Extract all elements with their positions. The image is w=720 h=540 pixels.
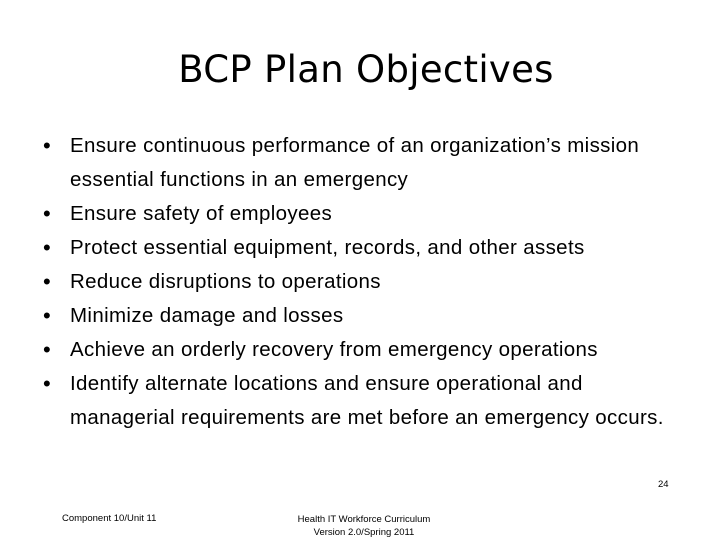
- bullet-item: [0, 299, 680, 333]
- bullet-icon: •: [43, 337, 52, 362]
- bullet-icon: •: [43, 269, 52, 294]
- bullet-item: [0, 333, 680, 367]
- bullet-icon: •: [43, 371, 52, 396]
- bullet-text: Achieve an orderly recovery from emergency operations: [70, 338, 598, 361]
- bullet-icon: •: [43, 303, 52, 328]
- bullet-text: Ensure continuous performance of an organization’s mission essential functions in an emergency: [70, 134, 640, 191]
- bullet-item: [0, 197, 680, 231]
- bullet-icon: •: [43, 133, 52, 158]
- bullet-icon: •: [43, 235, 52, 260]
- bullet-text: Minimize damage and losses: [70, 304, 344, 327]
- bullet-item: [0, 231, 680, 265]
- footer-curriculum-label: [264, 513, 464, 539]
- bullet-list: [0, 129, 720, 435]
- bullet-text: Identify alternate locations and ensure operational and managerial requirements are met before an emergency occurs.: [70, 372, 664, 429]
- bullet-item: [0, 265, 680, 299]
- bullet-item: [0, 367, 680, 435]
- bullet-text: Reduce disruptions to operations: [70, 270, 381, 293]
- slide-title: BCP Plan Objectives: [178, 48, 554, 91]
- page-number: 24: [658, 479, 669, 490]
- footer-curriculum-version: Version 2.0/Spring 2011: [313, 527, 415, 538]
- footer-component-label: Component 10/Unit 11: [62, 513, 157, 524]
- footer-curriculum-title: Health IT Workforce Curriculum: [297, 514, 431, 525]
- bullet-item: [0, 129, 680, 197]
- bullet-icon: •: [43, 201, 52, 226]
- bullet-text: Protect essential equipment, records, and other assets: [70, 236, 585, 259]
- bullet-text: Ensure safety of employees: [70, 202, 333, 225]
